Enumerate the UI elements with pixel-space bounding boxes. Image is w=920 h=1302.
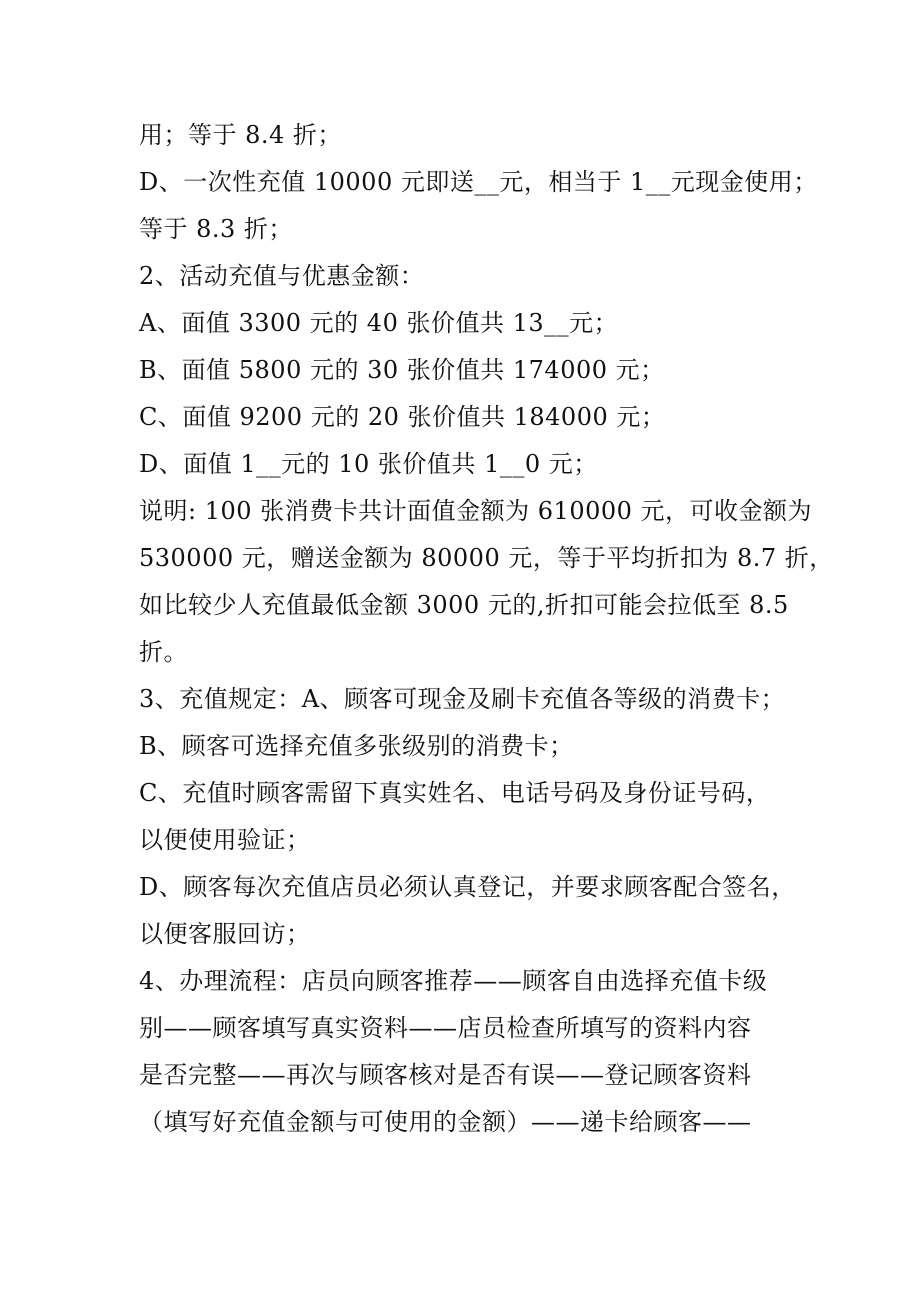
text-line: 说明: 100 张消费卡共计面值金额为 610000 元，可收金额为 xyxy=(139,497,813,525)
text-line: 用；等于 8.4 折； xyxy=(139,121,342,149)
document-body xyxy=(139,112,834,1146)
text-line: B、顾客可选择充值多张级别的消费卡； xyxy=(139,732,574,760)
section-heading: 4、办理流程：店员向顾客推荐——顾客自由选择充值卡级 xyxy=(139,967,768,995)
text-line: D、顾客每次充值店员必须认真登记，并要求顾客配合签名， xyxy=(139,873,796,901)
text-line: 530000 元，赠送金额为 80000 元，等于平均折扣为 8.7 折， xyxy=(139,544,834,572)
section-heading: 3、充值规定：A、顾客可现金及刷卡充值各等级的消费卡； xyxy=(139,685,786,713)
text-line: 等于 8.3 折； xyxy=(139,215,293,243)
section-heading: 2、活动充值与优惠金额： xyxy=(139,262,425,290)
text-line: （填写好充值金额与可使用的金额）——递卡给顾客—— xyxy=(139,1108,752,1136)
text-line: 别——顾客填写真实资料——店员检查所填写的资料内容 xyxy=(139,1014,752,1042)
text-line: 折。 xyxy=(139,638,188,666)
text-line: A、面值 3300 元的 40 张价值共 13__元； xyxy=(139,309,619,337)
text-line: 是否完整——再次与顾客核对是否有误——登记顾客资料 xyxy=(139,1061,752,1089)
text-line: 以便客服回访； xyxy=(139,920,311,948)
text-line: B、面值 5800 元的 30 张价值共 174000 元； xyxy=(139,356,665,384)
text-line: 以便使用验证； xyxy=(139,826,311,854)
text-line: D、一次性充值 10000 元即送__元，相当于 1__元现金使用； xyxy=(139,168,818,196)
text-line: C、充值时顾客需留下真实姓名、电话号码及身份证号码， xyxy=(139,779,771,807)
text-line: 如比较少人充值最低金额 3000 元的,折扣可能会拉低至 8.5 xyxy=(139,591,789,619)
text-line: C、面值 9200 元的 20 张价值共 184000 元； xyxy=(139,403,666,431)
text-line: D、面值 1__元的 10 张价值共 1__0 元； xyxy=(139,450,598,478)
